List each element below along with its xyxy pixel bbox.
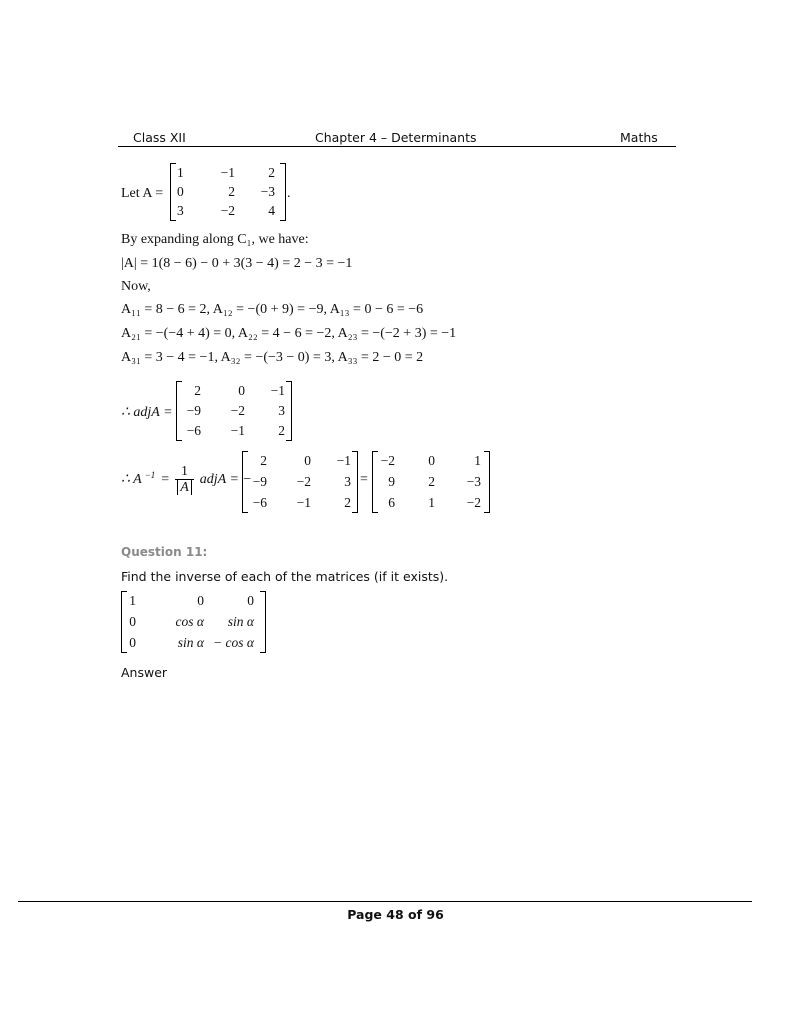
matrix-a-cell: 2 (268, 164, 275, 180)
question-matrix-cell: − cos α (213, 634, 254, 650)
matrix-inverse-cell: −2 (380, 453, 395, 469)
matrix-adj-cell: 3 (344, 473, 351, 489)
inverse-equals: = (161, 471, 170, 487)
matrix-inverse-cell: 6 (388, 494, 395, 510)
matrix-adj-cell: 2 (260, 453, 267, 469)
inverse-fraction (175, 464, 194, 496)
matrix-inverse-cell: 1 (428, 494, 435, 510)
matrix-adj-cell: 2 (344, 494, 351, 510)
matrix-a-cell: −1 (220, 164, 235, 180)
let-a-label: Let A = (121, 186, 164, 201)
matrix-adj-cell: −6 (186, 423, 201, 438)
answer-label: Answer (121, 665, 168, 680)
matrix-adj-cell: −2 (296, 473, 311, 489)
inverse-formula (121, 464, 252, 496)
matrix-adj-cell: −1 (296, 494, 311, 510)
matrix-adj-cell: 2 (194, 383, 201, 398)
header-class: Class XII (133, 130, 186, 145)
equals-sign: = (360, 472, 368, 487)
matrix-inverse-cell: −2 (466, 494, 481, 510)
matrix-adj-cell: 0 (304, 453, 311, 469)
question-matrix-cell: 0 (197, 593, 204, 609)
header-chapter: Chapter 4 – Determinants (315, 130, 477, 145)
fraction-denominator: A (177, 480, 192, 495)
question-label: Question 11: (121, 545, 208, 559)
matrix-inverse-cell: −3 (466, 473, 481, 489)
header-rule (118, 146, 676, 147)
let-a-period: . (287, 186, 291, 201)
matrix-adj-cell: −1 (230, 423, 245, 438)
matrix-adj-cell: −2 (230, 403, 245, 418)
matrix-inverse (372, 451, 490, 513)
header-subject: Maths (620, 130, 658, 145)
question-matrix-cell: 1 (129, 593, 136, 609)
footer-rule (18, 901, 752, 902)
matrix-adj-cell: −1 (270, 383, 285, 398)
matrix-adj-cell: 0 (238, 383, 245, 398)
matrix-adj-cell: 3 (278, 403, 285, 418)
matrix-a-cell: 4 (268, 203, 275, 219)
question-matrix-cell: cos α (175, 613, 204, 629)
inverse-label: ∴ A (121, 472, 142, 488)
matrix-adj-cell: −1 (336, 453, 351, 469)
determinant-line: |A| = 1(8 − 6) − 0 + 3(3 − 4) = 2 − 3 = −1 (121, 256, 353, 271)
question-matrix-cell: sin α (227, 613, 254, 629)
question-matrix-cell: 0 (129, 613, 136, 629)
question-matrix-cell: 0 (129, 634, 136, 650)
matrix-inverse-cell: 0 (428, 453, 435, 469)
matrix-adj-cell: 2 (278, 423, 285, 438)
question-matrix-cell: 0 (247, 593, 254, 609)
matrix-a-cell: 0 (177, 183, 184, 199)
cofactor-row-2: A₂₁ = −(−4 + 4) = 0, A₂₂ = 4 − 6 = −2, A₂₃ = −(−2 + 3) = −1 (121, 326, 457, 341)
expand-line: By expanding along C₁, we have: (121, 232, 309, 247)
matrix-adj-cell: −9 (186, 403, 201, 418)
cofactor-row-1: A₁₁ = 8 − 6 = 2, A₁₂ = −(0 + 9) = −9, A₁₃ = 0 − 6 = −6 (121, 302, 424, 317)
matrix-adj (176, 381, 292, 441)
matrix-a-cell: −3 (260, 183, 275, 199)
matrix-adj-repeat (242, 451, 358, 513)
fraction-numerator: 1 (175, 464, 194, 480)
matrix-adj-cell: −9 (252, 473, 267, 489)
question-matrix-cell: sin α (177, 634, 204, 650)
question-text: Find the inverse of each of the matrices (if it exists). (121, 569, 449, 584)
matrix-a-cell: 1 (177, 164, 184, 180)
matrix-a-cell: 2 (228, 183, 235, 199)
inverse-adj: adjA = − (199, 471, 252, 487)
page-number: Page 48 of 96 (347, 907, 444, 922)
question-matrix (121, 591, 266, 653)
matrix-inverse-cell: 1 (474, 453, 481, 469)
now-line: Now, (121, 279, 151, 294)
inverse-exponent: −1 (144, 469, 156, 480)
matrix-a (170, 163, 286, 221)
cofactor-row-3: A₃₁ = 3 − 4 = −1, A₃₂ = −(−3 − 0) = 3, A₃₃ = 2 − 0 = 2 (121, 350, 424, 365)
matrix-a-cell: −2 (220, 203, 235, 219)
matrix-inverse-cell: 2 (428, 473, 435, 489)
matrix-a-cell: 3 (177, 203, 184, 219)
matrix-adj-cell: −6 (252, 494, 267, 510)
matrix-inverse-cell: 9 (388, 473, 395, 489)
adj-label: ∴ adjA = (121, 405, 173, 420)
